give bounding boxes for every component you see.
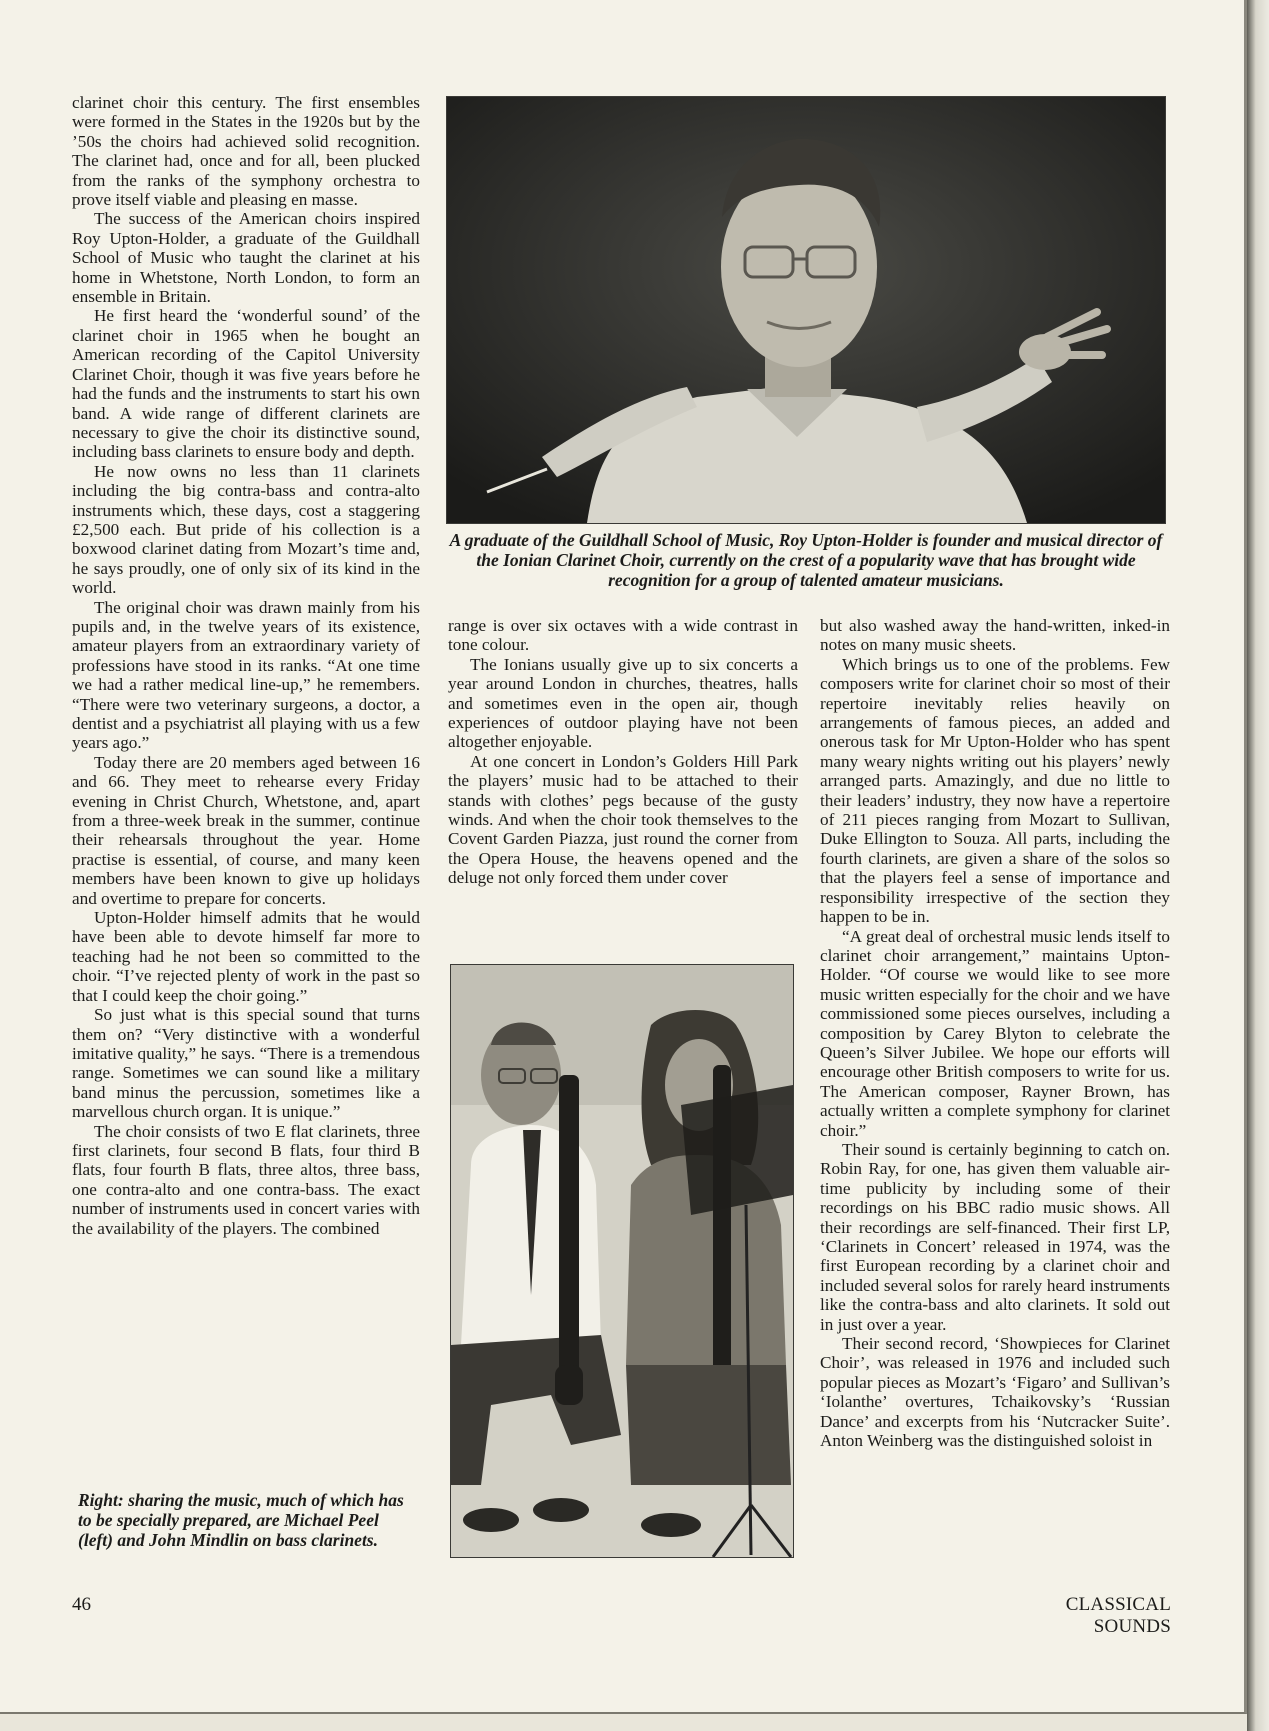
photo-caption-bottom: Right: sharing the music, much of which has to be specially prepared, are Michael Peel (left) and John Mindlin on bass clarinets. bbox=[78, 1490, 404, 1550]
paragraph: He now owns no less than 11 clarinets including the big contra-bass and contra-alto instruments which, these days, cost a staggering £2,500 each. But pride of his collection is a boxwood clarinet dating from Mozart’s time and, he says proudly, one of only six of its kind in the world. bbox=[72, 461, 420, 598]
paragraph: The success of the American choirs inspired Roy Upton-Holder, a graduate of the Guildhall School of Music who taught the clarinet at his home in Whetstone, North London, to form an ensemble in Britain. bbox=[72, 209, 420, 307]
paragraph: “A great deal of orchestral music lends itself to clarinet choir arrangement,” maintains Upton-Holder. “Of course we would like to see more music written especially for the choir and we have commissioned some pieces ourselves, including a composition by Carey Blyton to celebrate the Queen’s Silver Jubilee. We hope our efforts will encourage other British composers to write for us. The American composer, Rayner Brown, has actually written a complete symphony for clarinet choir.” bbox=[820, 926, 1170, 1140]
page-number: 46 bbox=[72, 1594, 91, 1615]
paragraph: The choir consists of two E flat clarinets, three first clarinets, four second B flats, four third B flats, four fourth B flats, three altos, three bass, one contra-alto and one contra-bass. The exact number of instruments used in concert varies with the availability of the players. The combined bbox=[72, 1121, 420, 1238]
page-edge-shadow bbox=[1247, 0, 1269, 1731]
paragraph: He first heard the ‘wonderful sound’ of the clarinet choir in 1965 when he bought an American recording of the Capitol University Clarinet Choir, though it was five years before he had the funds and the instruments to start his own band. A wide range of different clarinets are necessary to give the choir its distinctive sound, including bass clarinets to ensure body and depth. bbox=[72, 306, 420, 462]
paragraph: Today there are 20 members aged between 16 and 66. They meet to rehearse every Friday evening in Christ Church, Whetstone, and, apart from a three-week break in the summer, continue their rehearsals throughout the year. Home practise is essential, of course, and many keen members have been known to give up holidays and overtime to prepare for concerts. bbox=[72, 752, 420, 908]
paragraph: So just what is this special sound that turns them on? “Very distinctive with a wonderful imitative quality,” he says. “There is a tremendous range. Sometimes we can sound like a military band minus the percussion, sometimes like a marvellous church organ. It is unique.” bbox=[72, 1005, 420, 1122]
conductor-illustration bbox=[447, 97, 1165, 523]
paragraph: The original choir was drawn mainly from his pupils and, in the twelve years of its existence, amateur players from an extraordinary variety of professions have stood in its ranks. “At one time we had a rather medical line-up,” he remembers. “There were two veterinary surgeons, a doctor, a dentist and a psychiatrist all playing with us a few years ago.” bbox=[72, 597, 420, 753]
paragraph: range is over six octaves with a wide contrast in tone colour. bbox=[448, 616, 798, 655]
paragraph: Which brings us to one of the problems. Few composers write for clarinet choir so most of their repertoire inevitably relies heavily on arrangements of famous pieces, an added and onerous task for Mr Upton-Holder who has spent many weary nights writing out his players’ newly arranged parts. Amazingly, and due no little to their leaders’ industry, they now have a repertoire of 211 pieces ranging from Mozart to Sullivan, Duke Ellington to Souza. All parts, including the fourth clarinets, are given a share of the solos so that the players feel a sense of importance and responsibility irrespective of the section they happen to be in. bbox=[820, 654, 1170, 927]
bass-clarinet-players-photo bbox=[450, 964, 794, 1558]
photo-caption-top: A graduate of the Guildhall School of Music, Roy Upton-Holder is founder and musical director of the Ionian Clarinet Choir, currently on the crest of a popularity wave that has brought wide recognition for a group of talented amateur musicians. bbox=[449, 530, 1163, 590]
paragraph: clarinet choir this century. The first ensembles were formed in the States in the 1920s but by the ’50s the choirs had achieved solid recognition. The clarinet had, once and for all, been plucked from the ranks of the symphony orchestra to prove itself viable and pleasing en masse. bbox=[72, 93, 420, 210]
paragraph: Upton-Holder himself admits that he would have been able to devote himself far more to teaching had he not been so committed to the choir. “I’ve rejected plenty of work in the past so that I could keep the choir going.” bbox=[72, 908, 420, 1005]
paragraph: Their sound is certainly beginning to catch on. Robin Ray, for one, has given them valuable air-time publicity by including some of their recordings on his BBC radio music shows. All their recordings are self-financed. Their first LP, ‘Clarinets in Concert’ released in 1974, was the first European recording by a clarinet choir and included several solos for rarely heard instruments like the contra-bass and alto clarinets. It sold out in just over a year. bbox=[820, 1139, 1170, 1334]
musicians-illustration bbox=[451, 965, 793, 1557]
text-column-3 bbox=[820, 616, 1170, 1450]
paragraph: Their second record, ‘Showpieces for Clarinet Choir’, was released in 1976 and included such popular pieces as Mozart’s ‘Figaro’ and Sullivan’s ‘Iolanthe’ overtures, Tchaikovsky’s ‘Russian Dance’ and excerpts from his ‘Nutcracker Suite’. Anton Weinberg was the distinguished soloist in bbox=[820, 1334, 1170, 1451]
text-column-1 bbox=[72, 93, 420, 1238]
conductor-photo bbox=[446, 96, 1166, 524]
paragraph: At one concert in London’s Golders Hill Park the players’ music had to be attached to their stands with clothes’ pegs because of the gusty winds. And when the choir took themselves to the Covent Garden Piazza, just round the corner from the Opera House, the heavens opened and the deluge not only forced them under cover bbox=[448, 751, 798, 888]
text-column-2 bbox=[448, 616, 798, 888]
magazine-name: CLASSICAL SOUNDS bbox=[1065, 1594, 1171, 1637]
paragraph: but also washed away the hand-written, inked-in notes on many music sheets. bbox=[820, 616, 1170, 655]
paragraph: The Ionians usually give up to six concerts a year around London in churches, theatres, halls and sometimes even in the open air, though experiences of outdoor playing have not been altogether enjoyable. bbox=[448, 654, 798, 752]
